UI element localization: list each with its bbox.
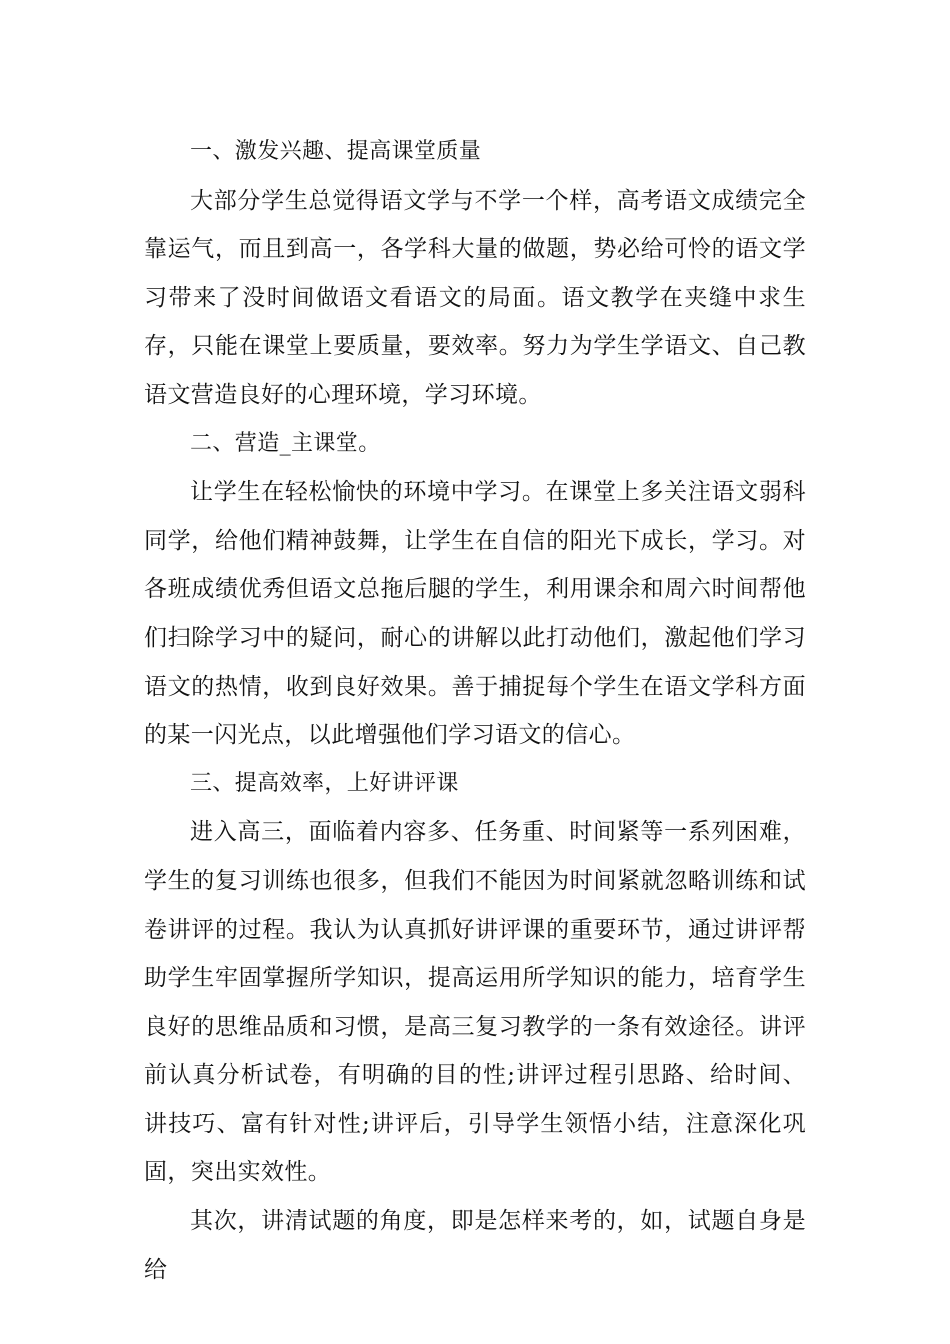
section-heading-3: 三、提高效率，上好讲评课: [190, 770, 459, 796]
paragraph-1: 大部分学生总觉得语文学与不学一个样，高考语文成绩完全靠运气，而且到高一，各学科大量的做题，势必给可怜的语文学习带来了没时间做语文看语文的局面。语文教学在夹缝中求生存，只能在课堂上要质量，要效率。努力为学生学语文、自己教语文营造良好的心理环境，学习环境。: [144, 187, 806, 408]
paragraph-3: 进入高三，面临着内容多、任务重、时间紧等一系列困难，学生的复习训练也很多，但我们不能因为时间紧就忽略训练和试卷讲评的过程。我认为认真抓好讲评课的重要环节，通过讲评帮助学生牢固掌握所学知识，提高运用所学知识的能力，培育学生良好的思维品质和习惯，是高三复习教学的一条有效途径。讲评前认真分析试卷，有明确的目的性;讲评过程引思路、给时间、讲技巧、富有针对性;讲评后，引导学生领悟小结，注意深化巩固，突出实效性。: [144, 819, 806, 1186]
paragraph-2: 让学生在轻松愉快的环境中学习。在课堂上多关注语文弱科同学，给他们精神鼓舞，让学生在自信的阳光下成长，学习。对各班成绩优秀但语文总拖后腿的学生，利用课余和周六时间帮他们扫除学习中的疑问，耐心的讲解以此打动他们，激起他们学习语文的热情，收到良好效果。善于捕捉每个学生在语文学科方面的某一闪光点，以此增强他们学习语文的信心。: [144, 479, 806, 749]
section-heading-2: 二、营造_主课堂。: [190, 430, 381, 456]
section-heading-1: 一、激发兴趣、提高课堂质量: [190, 139, 482, 164]
paragraph-4: 其次，讲清试题的角度，即是怎样来考的，如，试题自身是给: [144, 1208, 806, 1283]
document-body: [144, 128, 806, 1294]
